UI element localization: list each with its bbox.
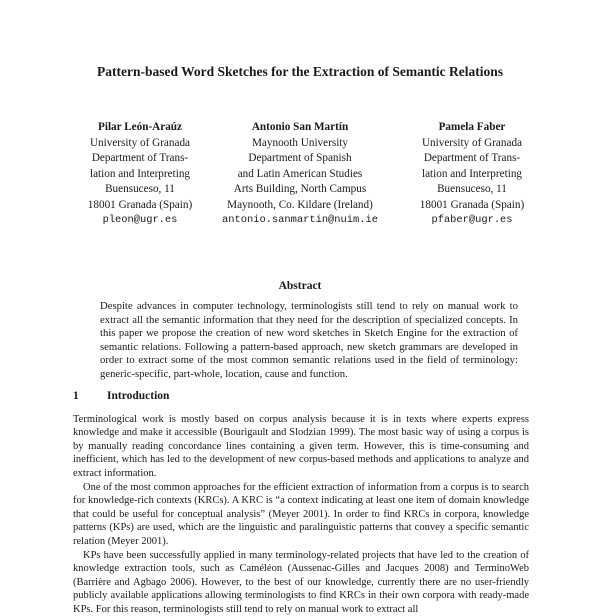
author-affiliation-line: 18001 Granada (Spain) [87,198,193,211]
abstract-heading: Abstract [278,280,322,292]
author-affiliation-line: Department of Spanish [248,152,352,164]
author-affiliation-line: Maynooth, Co. Kildare (Ireland) [227,198,373,211]
author-affiliation-line: University of Granada [421,136,523,149]
author-affiliation-line: Buensuceso, 11 [105,183,175,195]
author-email: antonio.sanmartin@nuim.ie [222,214,378,226]
author-email: pfaber@ugr.es [431,214,513,226]
paper-title: Pattern-based Word Sketches for the Extraction of Semantic Relations [97,64,503,79]
author-affiliation-line: lation and Interpreting [89,167,191,180]
author-affiliation-line: 18001 Granada (Spain) [419,198,525,211]
author-affiliation-line: Arts Building, North Campus [233,183,367,195]
author-affiliation-line: University of Granada [89,136,191,149]
section-title: Introduction [107,390,170,402]
section-heading [73,390,169,402]
author-name: Pilar León-Araúz [98,121,182,133]
author-name: Antonio San Martín [251,121,349,133]
author-affiliation-line: Buensuceso, 11 [437,183,507,195]
author-affiliation-line: Maynooth University [251,136,349,149]
author-3 [392,120,552,229]
body-paragraph: Terminological work is mostly based on corpus analysis because it is in texts where experts express knowledge and make it accessible (Bourigault and Slodzian 1999). The most basic way of using a corpus is by manually reading concordance lines containing a given term. However, this is time-consuming and inefficient, which has led to the development of new corpus-based methods and applications to analyze and extract information. [73,414,529,479]
abstract-text: Despite advances in computer technology, terminologists still tend to rely on manual work to extract all the semantic information that they need for the description of specialized concepts. In this paper we propose the creation of new word sketches in Sketch Engine for the extraction of semantic relations. Following a pattern-based approach, new sketch grammars are developed in order to extract some of the most common semantic relations used in the field of terminology: generic-specific, part-whole, location, cause and function. [100,300,518,380]
author-affiliation-line: Department of Trans- [91,152,189,164]
section-number: 1 [73,390,79,402]
author-1 [60,120,220,229]
section-body [73,413,529,616]
author-email: pleon@ugr.es [102,214,178,226]
body-paragraph: One of the most common approaches for the efficient extraction of information from a corpus is to search for knowledge-rich contexts (KRCs). A KRC is “a context indicating at least one item of domain knowledge that could be useful for conceptual analysis” (Meyer 2001). In order to find KRCs in corpora, knowledge patterns (KPs) are used, which are the linguistic and paralinguistic patterns that convey a specific semantic relation (Meyer 2001). [73,482,529,547]
author-affiliation-line: Department of Trans- [423,152,521,164]
author-name: Pamela Faber [438,121,506,133]
body-paragraph: KPs have been successfully applied in many terminology-related projects that have led to the creation of knowledge extraction tools, such as Caméléon (Aussenac-Gilles and Jacques 2008) and TerminoWeb (Barrière and Agbago 2006). However, to the best of our knowledge, currently there are no user-friendly publicly available applications allowing terminologists to find KRCs in their own corpora with ready-made KPs. For this reason, terminologists still tend to rely on manual work to extract all [73,550,529,615]
author-2 [215,120,385,229]
author-affiliation-line: and Latin American Studies [237,167,363,180]
author-affiliation-line: lation and Interpreting [421,167,523,180]
